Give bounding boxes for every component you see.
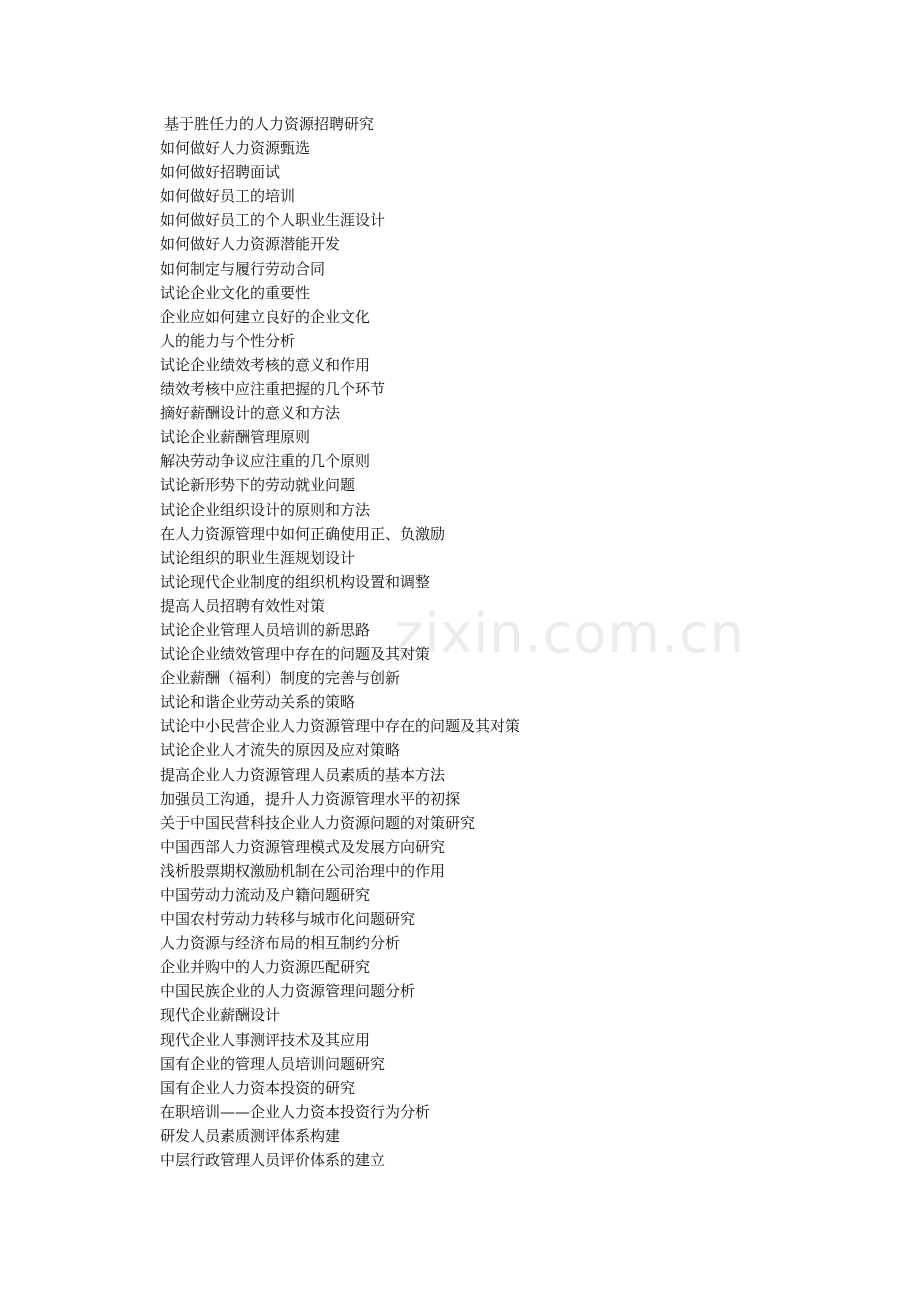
topic-item: 中国民族企业的人力资源管理问题分析 — [160, 982, 416, 1001]
topic-item: 如何做好人力资源甄选 — [160, 139, 311, 158]
topic-item: 试论现代企业制度的组织机构设置和调整 — [160, 572, 431, 591]
topic-item: 试论组织的职业生涯规划设计 — [160, 548, 356, 567]
topic-item: 试论企业薪酬管理原则 — [160, 428, 311, 447]
topic-item: 摘好薪酬设计的意义和方法 — [160, 404, 341, 423]
topic-item: 试论企业人才流失的原因及应对策略 — [160, 741, 401, 760]
topic-item: 中国劳动力流动及户籍问题研究 — [160, 886, 371, 904]
topic-item: 加强员工沟通，提升人力资源管理水平的初探 — [160, 789, 461, 808]
topic-item: 关于中国民营科技企业人力资源问题的对策研究 — [160, 813, 476, 832]
topic-item: 试论企业组织设计的原则和方法 — [160, 500, 371, 519]
topic-item: 如何做好招聘面试 — [160, 163, 281, 182]
topic-item: 提高人员招聘有效性对策 — [160, 596, 326, 615]
topic-item: 试论企业绩效管理中存在的问题及其对策 — [160, 645, 431, 664]
topic-item: 研发人员素质测评体系构建 — [160, 1126, 341, 1145]
topic-item: 国有企业人力资本投资的研究 — [160, 1078, 356, 1097]
topic-item: 在人力资源管理中如何正确使用正、负激励 — [160, 524, 446, 543]
topic-item: 企业应如何建立良好的企业文化 — [160, 307, 371, 326]
topic-item: 人力资源与经济布局的相互制约分析 — [160, 934, 401, 953]
topic-item: 试论企业绩效考核的意义和作用 — [160, 355, 371, 374]
topic-item: 如何制定与履行劳动合同 — [160, 259, 326, 278]
topic-item: 中层行政管理人员评价体系的建立 — [160, 1151, 386, 1170]
topic-item: 国有企业的管理人员培训问题研究 — [160, 1054, 386, 1073]
topic-item: 试论新形势下的劳动就业问题 — [160, 476, 356, 495]
topic-item: 试论中小民营企业人力资源管理中存在的问题及其对策 — [160, 717, 521, 736]
topic-item: 企业并购中的人力资源匹配研究 — [160, 958, 371, 977]
topic-item: 浅析股票期权激励机制在公司治理中的作用 — [160, 861, 446, 880]
topic-item: 如何做好员工的培训 — [160, 187, 296, 206]
topic-list — [160, 112, 520, 1172]
watermark: zixin.com.cn — [395, 602, 746, 665]
topic-item: 现代企业人事测评技术及其应用 — [160, 1030, 371, 1049]
topic-item: 在职培训——企业人力资本投资行为分析 — [160, 1102, 431, 1121]
topic-item: 中国西部人力资源管理模式及发展方向研究 — [160, 837, 446, 856]
topic-item: 试论企业管理人员培训的新思路 — [160, 620, 371, 639]
topic-item: 如何做好人力资源潜能开发 — [160, 235, 341, 254]
topic-item: 绩效考核中应注重把握的几个环节 — [160, 380, 386, 399]
topic-item: 现代企业薪酬设计 — [160, 1006, 281, 1025]
topic-item: 提高企业人力资源管理人员素质的基本方法 — [160, 765, 446, 784]
topic-item: 解决劳动争议应注重的几个原则 — [160, 452, 371, 471]
topic-item: 企业薪酬（福利）制度的完善与创新 — [160, 669, 401, 688]
topic-item: 基于胜任力的人力资源招聘研究 — [164, 115, 375, 133]
topic-item: 如何做好员工的个人职业生涯设计 — [160, 211, 386, 230]
topic-item: 试论企业文化的重要性 — [160, 283, 311, 302]
topic-item: 人的能力与个性分析 — [160, 331, 296, 350]
topic-item: 试论和谐企业劳动关系的策略 — [160, 693, 356, 712]
topic-item: 中国农村劳动力转移与城市化问题研究 — [160, 910, 416, 929]
